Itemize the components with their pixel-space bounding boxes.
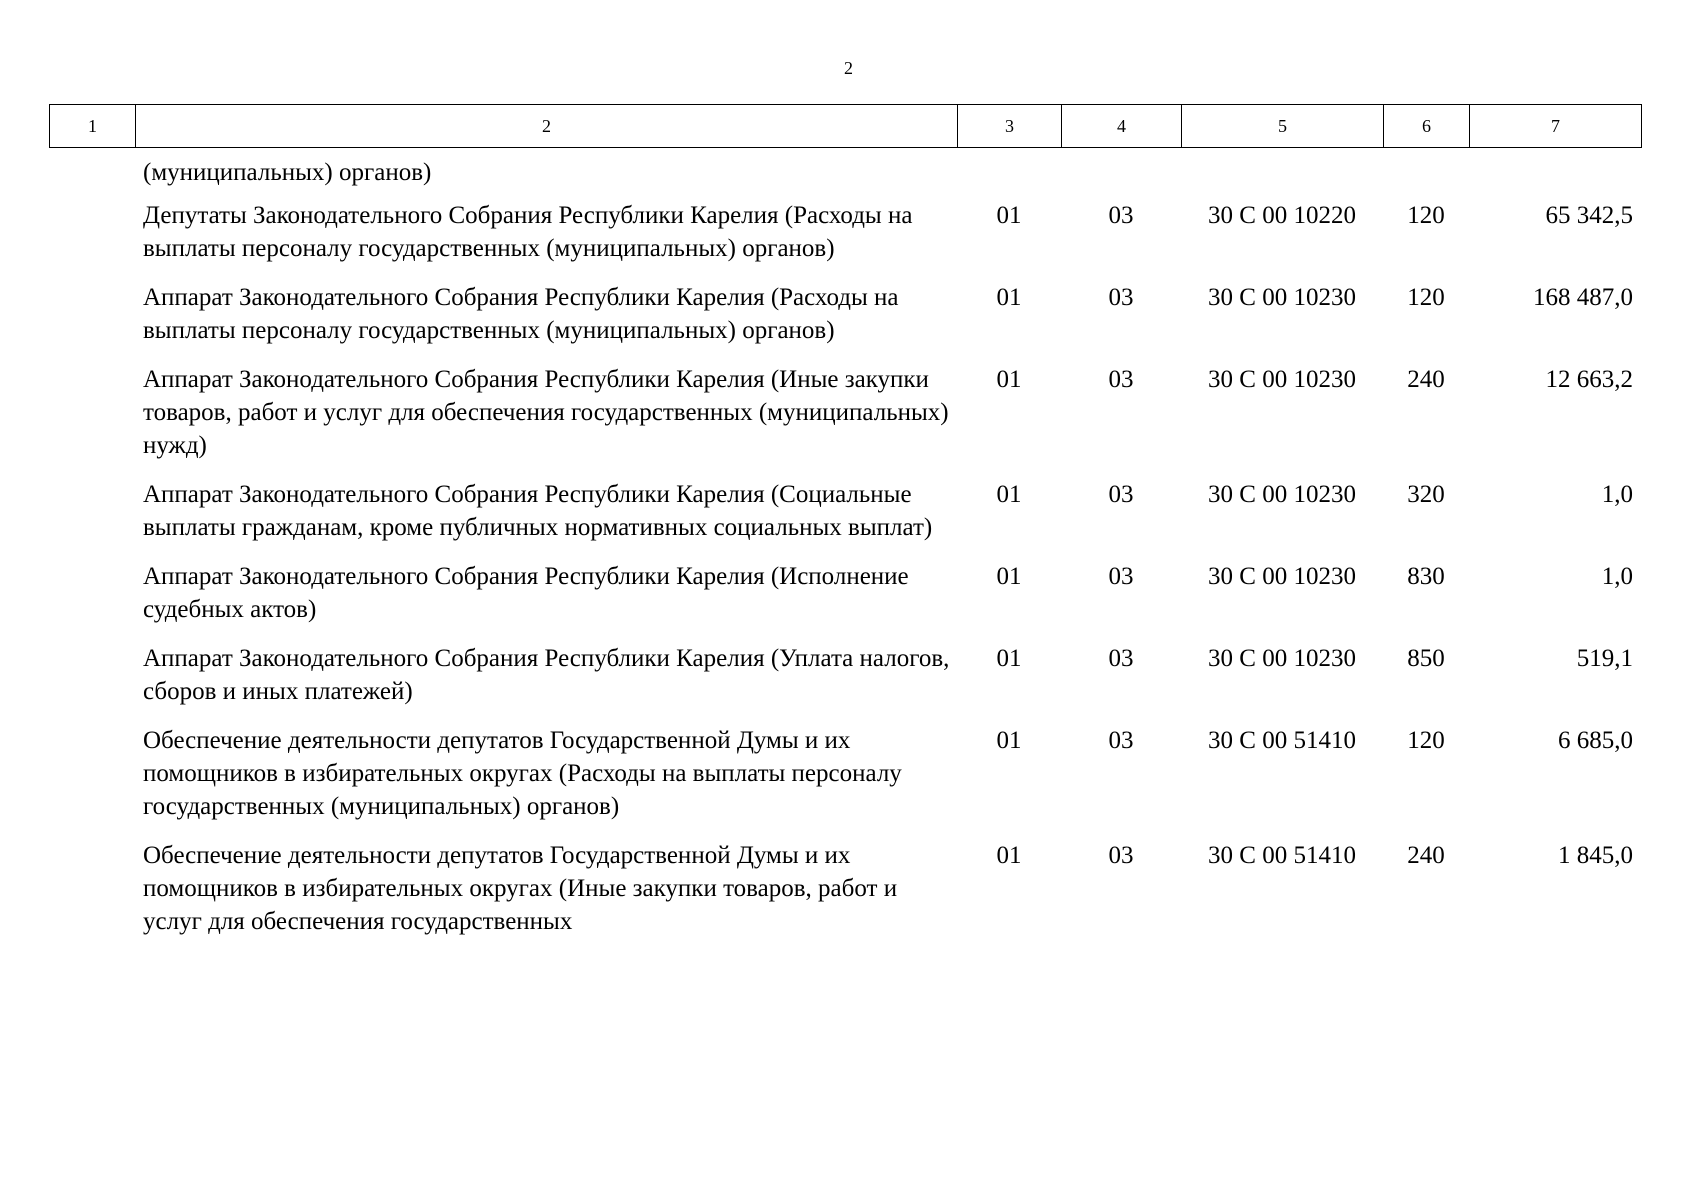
- row-section: 01: [996, 842, 1022, 869]
- row-subsection: 03: [1108, 842, 1134, 869]
- row-subsection: 03: [1108, 366, 1134, 393]
- row-section: 01: [996, 202, 1022, 229]
- row-amount: 1,0: [1601, 563, 1633, 590]
- table-row: [49, 199, 1641, 281]
- header-col-6: 6: [1384, 105, 1470, 148]
- row-name: Аппарат Законодательного Собрания Республики Карелия (Исполнение судебных актов): [143, 563, 909, 623]
- row-section: 01: [996, 645, 1022, 672]
- row-amount: 168 487,0: [1533, 284, 1633, 311]
- row-name: Аппарат Законодательного Собрания Республики Карелия (Иные закупки товаров, работ и услуг для обеспечения государственных (муниципальных) нужд): [143, 366, 949, 459]
- table-row: [49, 363, 1641, 478]
- row-amount: 6 685,0: [1558, 727, 1633, 754]
- row-section: 01: [996, 727, 1022, 754]
- table-row: [49, 560, 1641, 642]
- row-target-code: 30 С 00 51410: [1208, 842, 1356, 869]
- row-name: Аппарат Законодательного Собрания Республики Карелия (Расходы на выплаты персоналу государственных (муниципальных) органов): [143, 284, 899, 344]
- row-target-code: 30 С 00 10220: [1208, 202, 1356, 229]
- header-col-2: 2: [136, 105, 958, 148]
- row-section: 01: [996, 563, 1022, 590]
- row-expense-type: 830: [1407, 563, 1445, 590]
- row-section: 01: [996, 366, 1022, 393]
- row-name: Аппарат Законодательного Собрания Республики Карелия (Социальные выплаты гражданам, кроме публичных нормативных социальных выплат): [143, 481, 933, 541]
- table-row: [49, 642, 1641, 724]
- table-row-continuation: [49, 156, 1641, 199]
- row-amount: 12 663,2: [1545, 366, 1633, 393]
- row-expense-type: 120: [1407, 284, 1445, 311]
- row-subsection: 03: [1108, 727, 1134, 754]
- table-row: [49, 281, 1641, 363]
- budget-table: [49, 156, 1641, 954]
- header-col-4: 4: [1062, 105, 1182, 148]
- row-subsection: 03: [1108, 481, 1134, 508]
- row-expense-type: 120: [1407, 727, 1445, 754]
- row-expense-type: 120: [1407, 202, 1445, 229]
- row-section: 01: [996, 284, 1022, 311]
- row-amount: 1,0: [1601, 481, 1633, 508]
- header-col-5: 5: [1182, 105, 1384, 148]
- row-name: Обеспечение деятельности депутатов Государственной Думы и их помощников в избирательных округах (Иные закупки товаров, работ и услуг для обеспечения государственных: [143, 842, 898, 935]
- row-subsection: 03: [1108, 645, 1134, 672]
- header-row: [50, 105, 1642, 148]
- table-row: [49, 724, 1641, 839]
- column-number-header: [49, 104, 1642, 148]
- page-number: 2: [844, 58, 853, 78]
- row-name: Депутаты Законодательного Собрания Республики Карелия (Расходы на выплаты персоналу государственных (муниципальных) органов): [143, 202, 913, 262]
- table-row: [49, 478, 1641, 560]
- row-expense-type: 240: [1407, 842, 1445, 869]
- row-amount: 519,1: [1576, 645, 1633, 672]
- row-name: Аппарат Законодательного Собрания Республики Карелия (Уплата налогов, сборов и иных платежей): [143, 645, 950, 705]
- row-name: Обеспечение деятельности депутатов Государственной Думы и их помощников в избирательных округах (Расходы на выплаты персоналу государственных (муниципальных) органов): [143, 727, 902, 820]
- row-subsection: 03: [1108, 284, 1134, 311]
- row-expense-type: 240: [1407, 366, 1445, 393]
- header-col-3: 3: [958, 105, 1062, 148]
- row-amount: 1 845,0: [1558, 842, 1633, 869]
- row-target-code: 30 С 00 10230: [1208, 645, 1356, 672]
- row-target-code: 30 С 00 10230: [1208, 366, 1356, 393]
- row-name: (муниципальных) органов): [143, 159, 432, 186]
- header-col-1: 1: [50, 105, 136, 148]
- row-subsection: 03: [1108, 563, 1134, 590]
- row-expense-type: 320: [1407, 481, 1445, 508]
- row-expense-type: 850: [1407, 645, 1445, 672]
- row-target-code: 30 С 00 10230: [1208, 563, 1356, 590]
- row-subsection: 03: [1108, 202, 1134, 229]
- row-target-code: 30 С 00 10230: [1208, 284, 1356, 311]
- row-amount: 65 342,5: [1545, 202, 1633, 229]
- row-target-code: 30 С 00 51410: [1208, 727, 1356, 754]
- header-col-7: 7: [1470, 105, 1642, 148]
- row-section: 01: [996, 481, 1022, 508]
- row-target-code: 30 С 00 10230: [1208, 481, 1356, 508]
- table-row: [49, 839, 1641, 954]
